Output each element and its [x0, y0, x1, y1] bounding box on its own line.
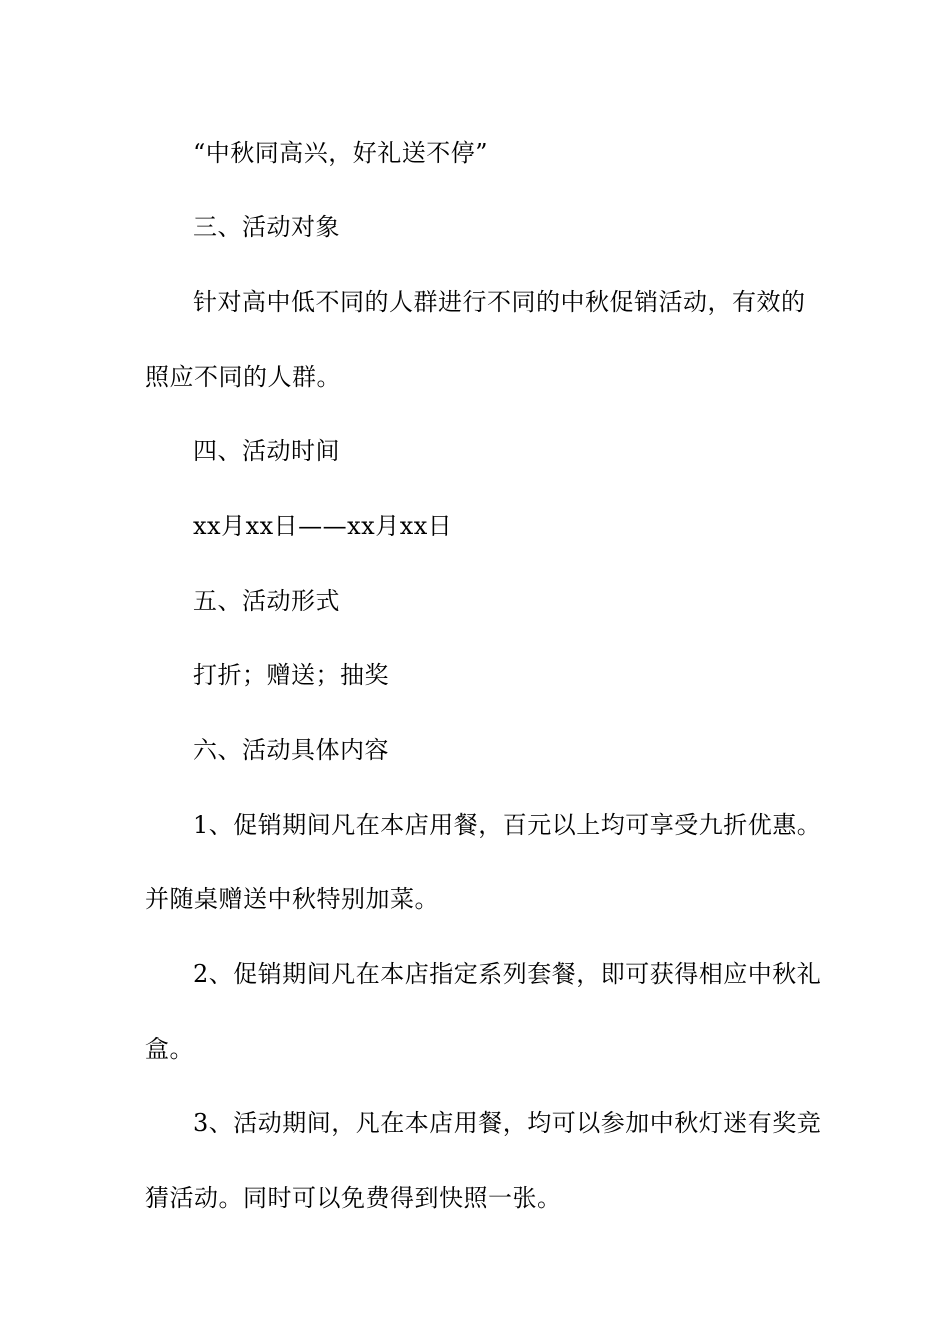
section-5-heading: 五、活动形式 [193, 587, 340, 615]
item-3-line-1: 3、活动期间，凡在本店用餐，均可以参加中秋灯迷有奖竞 [193, 1109, 822, 1137]
item-3-line-2: 猜活动。同时可以免费得到快照一张。 [145, 1184, 562, 1212]
section-6-heading: 六、活动具体内容 [193, 736, 389, 764]
section-4-body: xx月xx日——xx月xx日 [193, 512, 453, 540]
item-1-line-2: 并随桌赠送中秋特别加菜。 [145, 885, 439, 913]
slogan-text: “中秋同高兴，好礼送不停” [193, 139, 489, 167]
item-1-line-1: 1、促销期间凡在本店用餐，百元以上均可享受九折优惠。 [193, 811, 822, 839]
section-3-heading: 三、活动对象 [193, 213, 340, 241]
section-3-body-line-2: 照应不同的人群。 [145, 363, 341, 391]
section-5-body: 打折；赠送；抽奖 [193, 661, 389, 689]
section-3-body-line-1: 针对高中低不同的人群进行不同的中秋促销活动，有效的 [193, 288, 806, 316]
section-4-heading: 四、活动时间 [193, 437, 340, 465]
item-2-line-1: 2、促销期间凡在本店指定系列套餐，即可获得相应中秋礼 [193, 960, 822, 988]
item-2-line-2: 盒。 [145, 1035, 194, 1063]
